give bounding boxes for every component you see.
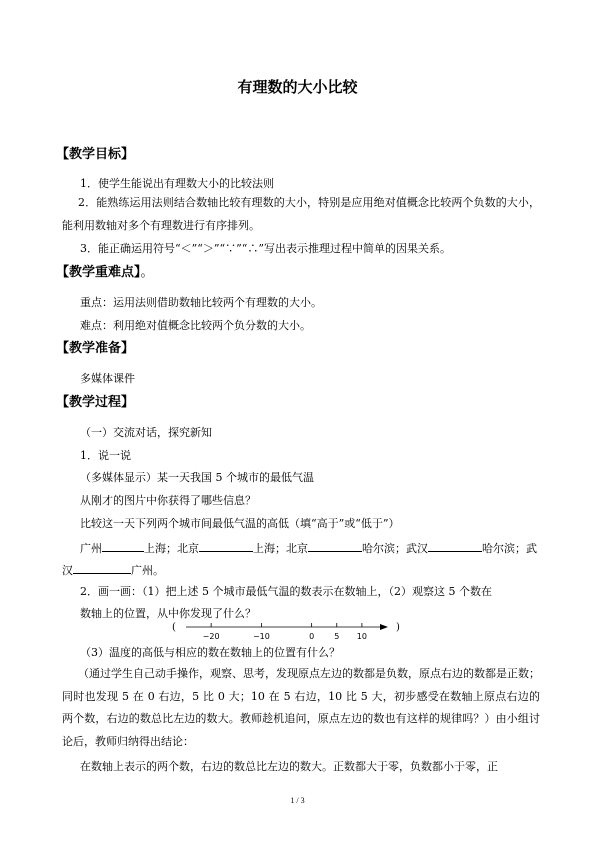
- compare-text: 汉: [62, 564, 73, 577]
- compare-line-2: [62, 561, 164, 579]
- page-title: 有理数的大小比较: [237, 78, 358, 96]
- number-line-ticks: [203, 623, 367, 641]
- process-conclusion: 在数轴上表示的两个数，右边的数总比左边的数大。正数都大于零，负数都小于零，正: [80, 760, 498, 773]
- compare-text: 广州: [80, 542, 102, 555]
- fill-blank[interactable]: [73, 561, 131, 574]
- process-step3: （3）温度的高低与相应的数在数轴上的位置有什么？: [80, 646, 340, 659]
- heading-key-points: [56, 264, 154, 282]
- number-line-arrow: [380, 624, 388, 630]
- process-step1: 1．说一说: [80, 449, 131, 462]
- compare-line-1: [80, 539, 537, 557]
- heading-key-points-suffix: 。: [140, 265, 154, 280]
- process-question2: 比较这一天下列两个城市间最低气温的高低（填“高于”或“低于”）: [80, 517, 400, 530]
- number-line-tick-label: 5: [334, 632, 340, 641]
- number-line-tick-label: 10: [356, 632, 367, 641]
- goal-item-2: 2．能熟练运用法则结合数轴比较有理数的大小，特别是应用绝对值概念比较两个负数的大小，能利用数轴对多个有理数进行有序排列。: [62, 196, 540, 232]
- number-line-open-paren: (: [172, 622, 176, 633]
- process-part1: （一）交流对话，探究新知: [80, 426, 212, 439]
- number-line: [172, 616, 402, 646]
- compare-text: 哈尔滨；武: [482, 542, 537, 555]
- difficult-point: 难点：利用绝对值概念比较两个负分数的大小。: [80, 319, 311, 332]
- fill-blank[interactable]: [199, 539, 253, 552]
- process-discussion: （通过学生自己动手操作，观察、思考，发现原点左边的数都是负数，原点右边的数都是正数；同时也发现 5 在 0 右边，5 比 0 大；10 在 5 右边，10 比 5 大，初步感受在数轴上原点右边的两个数，右边的数总比左边的数大。教师趁机追问，原点左边的数也有这样的规律吗？）由小组讨论后，教师归纳得出结论：: [62, 667, 540, 748]
- number-line-close-paren: ): [396, 622, 400, 633]
- fill-blank[interactable]: [308, 539, 362, 552]
- process-step2-a: 2．画一画：（1）把上述 5 个城市最低气温的数表示在数轴上，（2）观察这 5 个数在: [80, 585, 492, 598]
- fill-blank[interactable]: [428, 539, 482, 552]
- process-question1: 从刚才的图片中你获得了哪些信息？: [80, 494, 256, 507]
- key-point: 重点：运用法则借助数轴比较两个有理数的大小。: [80, 296, 322, 309]
- heading-process: 【教学过程】: [56, 395, 135, 410]
- page-number: 1 / 3: [290, 796, 305, 805]
- preparation-text: 多媒体课件: [80, 372, 135, 385]
- compare-text: 上海；北京: [144, 542, 199, 555]
- number-line-tick-label: 0: [309, 632, 315, 641]
- compare-text: 广州。: [131, 564, 164, 577]
- process-step2-b: 数轴上的位置，从中你发现了什么？: [80, 607, 256, 620]
- number-line-tick-label: −20: [202, 632, 220, 641]
- fill-blank[interactable]: [102, 539, 144, 552]
- heading-key-points-text: 【教学重难点】: [56, 265, 141, 280]
- heading-goals: 【教学目标】: [56, 147, 135, 162]
- goal-item-3: 3．能正确运用符号“＜”“＞”“∵”“∴”写出表示推理过程中简单的因果关系。: [80, 242, 451, 255]
- compare-text: 上海；北京: [253, 542, 308, 555]
- compare-text: 哈尔滨；武汉: [362, 542, 428, 555]
- process-display: （多媒体显示）某一天我国 5 个城市的最低气温: [80, 471, 314, 484]
- heading-preparation: 【教学准备】: [56, 341, 135, 356]
- goal-item-1: 1．使学生能说出有理数大小的比较法则: [80, 177, 274, 190]
- number-line-tick-label: −10: [252, 632, 270, 641]
